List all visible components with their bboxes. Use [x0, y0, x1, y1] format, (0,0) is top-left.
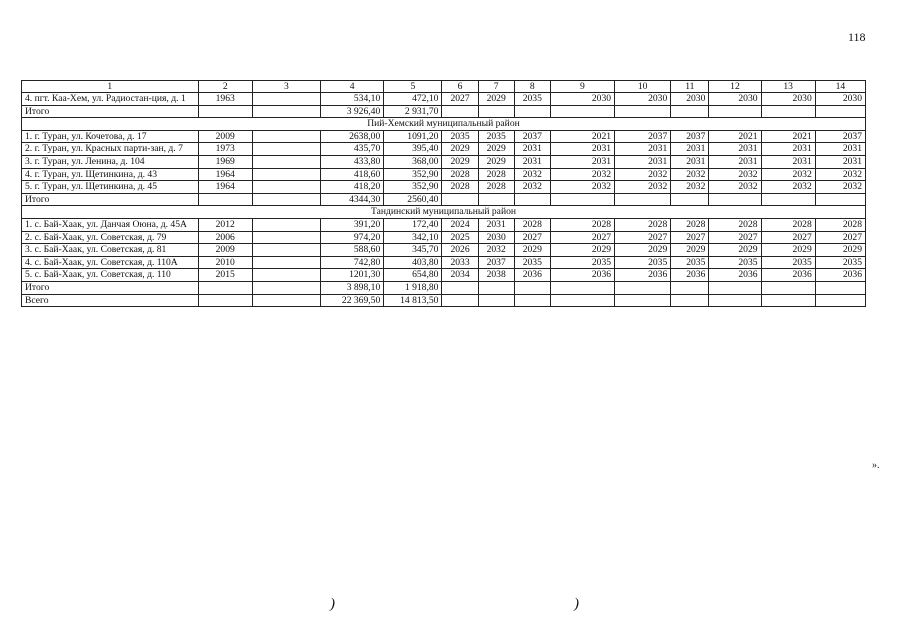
- table-cell: [252, 181, 320, 194]
- address-cell: 2. с. Бай-Хаак, ул. Советская, д. 79: [22, 231, 199, 244]
- table-cell: [815, 294, 865, 307]
- section-heading: Тандинский муниципальный район: [22, 206, 866, 219]
- table-cell: 2037: [514, 130, 550, 143]
- table-cell: 395,40: [384, 143, 442, 156]
- table-cell: [615, 105, 671, 118]
- table-cell: 2035: [671, 256, 709, 269]
- table-cell: [550, 193, 614, 206]
- table-cell: [252, 105, 320, 118]
- table-cell: 2030: [761, 93, 815, 106]
- column-header: 11: [671, 81, 709, 93]
- table-cell: 1 918,80: [384, 281, 442, 294]
- table-cell: 2032: [761, 181, 815, 194]
- table-cell: 2021: [761, 130, 815, 143]
- table-cell: [252, 256, 320, 269]
- table-cell: 2027: [442, 93, 478, 106]
- table-cell: [671, 294, 709, 307]
- table-cell: [761, 193, 815, 206]
- table-cell: [671, 281, 709, 294]
- total-row: [22, 281, 866, 294]
- total-row: [22, 193, 866, 206]
- table-cell: 368,00: [384, 155, 442, 168]
- table-cell: 435,70: [321, 143, 384, 156]
- total-row: [22, 294, 866, 307]
- section-heading: Пий-Хемский муниципальный район: [22, 118, 866, 131]
- column-header: 7: [478, 81, 514, 93]
- table-cell: 2036: [615, 269, 671, 282]
- column-header: 12: [709, 81, 761, 93]
- table-cell: 1963: [198, 93, 252, 106]
- table-cell: 2012: [198, 218, 252, 231]
- table-cell: [442, 281, 478, 294]
- section-heading-row: [22, 206, 866, 219]
- table-cell: 2034: [442, 269, 478, 282]
- table-cell: 403,80: [384, 256, 442, 269]
- table-cell: 2032: [761, 168, 815, 181]
- table-cell: 4344,30: [321, 193, 384, 206]
- table-cell: 2035: [709, 256, 761, 269]
- table-cell: 3 926,40: [321, 105, 384, 118]
- table-cell: [442, 193, 478, 206]
- table-cell: [615, 294, 671, 307]
- table-cell: 2031: [709, 155, 761, 168]
- table-cell: 2032: [671, 181, 709, 194]
- table-cell: 2031: [815, 155, 865, 168]
- table-cell: 2010: [198, 256, 252, 269]
- address-cell: 1. г. Туран, ул. Кочетова, д. 17: [22, 130, 199, 143]
- table-cell: 2027: [671, 231, 709, 244]
- table-cell: 345,70: [384, 244, 442, 257]
- table-row: [22, 93, 866, 106]
- table-cell: 2028: [442, 168, 478, 181]
- table-cell: 2037: [671, 130, 709, 143]
- table-cell: [550, 105, 614, 118]
- table-cell: 2035: [550, 256, 614, 269]
- table-cell: 2029: [442, 143, 478, 156]
- table-cell: [671, 105, 709, 118]
- table-row: [22, 218, 866, 231]
- column-header: 10: [615, 81, 671, 93]
- table-cell: 2028: [761, 218, 815, 231]
- table-cell: 2031: [478, 218, 514, 231]
- table-cell: 418,60: [321, 168, 384, 181]
- table-cell: [761, 281, 815, 294]
- column-header: 6: [442, 81, 478, 93]
- table-cell: [252, 168, 320, 181]
- table-cell: 391,20: [321, 218, 384, 231]
- table-cell: [615, 193, 671, 206]
- table-cell: 2031: [671, 155, 709, 168]
- table-cell: 2031: [514, 143, 550, 156]
- table-cell: 2028: [550, 218, 614, 231]
- table-cell: 2032: [815, 168, 865, 181]
- table-cell: 654,80: [384, 269, 442, 282]
- table-cell: 1964: [198, 181, 252, 194]
- table-cell: 2030: [709, 93, 761, 106]
- table-cell: 2036: [815, 269, 865, 282]
- table-cell: 14 813,50: [384, 294, 442, 307]
- address-cell: 1. с. Бай-Хаак, ул. Данчая Оюна, д. 45А: [22, 218, 199, 231]
- table-cell: 2037: [815, 130, 865, 143]
- table-cell: [478, 281, 514, 294]
- table-cell: [198, 193, 252, 206]
- table-cell: 2031: [815, 143, 865, 156]
- table-cell: 2027: [550, 231, 614, 244]
- table-row: [22, 168, 866, 181]
- table-cell: [478, 294, 514, 307]
- table-cell: 2036: [709, 269, 761, 282]
- table-cell: 2026: [442, 244, 478, 257]
- table-cell: [709, 193, 761, 206]
- table-cell: 1201,30: [321, 269, 384, 282]
- table-cell: 2028: [671, 218, 709, 231]
- data-table: [21, 80, 866, 307]
- table-cell: 2032: [514, 168, 550, 181]
- handwritten-mark: ): [330, 596, 335, 612]
- table-cell: 534,10: [321, 93, 384, 106]
- column-header: 1: [22, 81, 199, 93]
- table-row: [22, 244, 866, 257]
- table-cell: 2030: [478, 231, 514, 244]
- table-cell: 2036: [550, 269, 614, 282]
- table-cell: 2028: [815, 218, 865, 231]
- table-cell: [252, 231, 320, 244]
- page-number: 118: [848, 30, 866, 44]
- table-cell: 2032: [709, 181, 761, 194]
- table-cell: 2027: [514, 231, 550, 244]
- table-cell: 2027: [761, 231, 815, 244]
- table-cell: 2031: [671, 143, 709, 156]
- table-cell: 588,60: [321, 244, 384, 257]
- table-cell: [198, 105, 252, 118]
- table-cell: [709, 105, 761, 118]
- table-cell: 2030: [550, 93, 614, 106]
- table-cell: 2028: [478, 168, 514, 181]
- table-cell: 2025: [442, 231, 478, 244]
- table-cell: 974,20: [321, 231, 384, 244]
- table-row: [22, 181, 866, 194]
- table-cell: 1091,20: [384, 130, 442, 143]
- table-cell: 352,90: [384, 168, 442, 181]
- table-cell: [252, 244, 320, 257]
- table-cell: 2031: [615, 143, 671, 156]
- table-cell: [815, 193, 865, 206]
- closing-quote: ».: [872, 460, 880, 471]
- table-cell: 2021: [709, 130, 761, 143]
- column-header: 2: [198, 81, 252, 93]
- table-cell: 2009: [198, 244, 252, 257]
- table-cell: [514, 193, 550, 206]
- column-header: 4: [321, 81, 384, 93]
- table-cell: [761, 105, 815, 118]
- table-cell: 342,10: [384, 231, 442, 244]
- table-cell: [478, 193, 514, 206]
- table-cell: 2032: [615, 181, 671, 194]
- table-cell: 2038: [478, 269, 514, 282]
- table-cell: [709, 294, 761, 307]
- table-cell: [514, 105, 550, 118]
- table-cell: 2029: [478, 93, 514, 106]
- table-cell: 2032: [815, 181, 865, 194]
- table-cell: 2037: [478, 256, 514, 269]
- table-cell: [709, 281, 761, 294]
- table-row: [22, 130, 866, 143]
- table-cell: [252, 93, 320, 106]
- address-cell: 2. г. Туран, ул. Красных парти-зан, д. 7: [22, 143, 199, 156]
- table-cell: 2029: [478, 155, 514, 168]
- table-cell: 2031: [550, 143, 614, 156]
- table-cell: [550, 281, 614, 294]
- table-cell: 2037: [615, 130, 671, 143]
- table-row: [22, 143, 866, 156]
- table-cell: 2035: [478, 130, 514, 143]
- table-row: [22, 155, 866, 168]
- table-cell: [550, 294, 614, 307]
- address-cell: 5. г. Туран, ул. Щетинкина, д. 45: [22, 181, 199, 194]
- table-cell: 1969: [198, 155, 252, 168]
- column-header: 8: [514, 81, 550, 93]
- table-cell: 2032: [550, 168, 614, 181]
- table-cell: 418,20: [321, 181, 384, 194]
- table-cell: 2560,40: [384, 193, 442, 206]
- table-cell: 2035: [761, 256, 815, 269]
- table-cell: 2028: [615, 218, 671, 231]
- table-cell: 2035: [615, 256, 671, 269]
- table-cell: [252, 269, 320, 282]
- table-cell: [442, 105, 478, 118]
- table-cell: 2031: [514, 155, 550, 168]
- table-cell: 2029: [550, 244, 614, 257]
- table-cell: 2032: [709, 168, 761, 181]
- table-cell: 2029: [815, 244, 865, 257]
- table-cell: [252, 294, 320, 307]
- table-cell: 2030: [615, 93, 671, 106]
- table-cell: 2032: [514, 181, 550, 194]
- column-header: 5: [384, 81, 442, 93]
- table-cell: 2029: [514, 244, 550, 257]
- table-cell: 2028: [514, 218, 550, 231]
- table-cell: 2638,00: [321, 130, 384, 143]
- table-cell: 2036: [761, 269, 815, 282]
- address-cell: Итого: [22, 105, 199, 118]
- table-cell: 2015: [198, 269, 252, 282]
- table-cell: 2027: [615, 231, 671, 244]
- table-cell: 2032: [478, 244, 514, 257]
- table-cell: 2021: [550, 130, 614, 143]
- table-cell: [252, 130, 320, 143]
- address-cell: Итого: [22, 193, 199, 206]
- table-cell: 472,10: [384, 93, 442, 106]
- table-cell: 2032: [615, 168, 671, 181]
- table-cell: [815, 105, 865, 118]
- column-header: 3: [252, 81, 320, 93]
- table-cell: 2035: [514, 93, 550, 106]
- table-cell: [615, 281, 671, 294]
- address-cell: 5. с. Бай-Хаак, ул. Советская, д. 110: [22, 269, 199, 282]
- table-row: [22, 269, 866, 282]
- table-cell: 2029: [709, 244, 761, 257]
- table-cell: 1964: [198, 168, 252, 181]
- section-heading-row: [22, 118, 866, 131]
- table-cell: 2027: [709, 231, 761, 244]
- table-cell: 2035: [442, 130, 478, 143]
- table-cell: 2027: [815, 231, 865, 244]
- table-cell: 2029: [761, 244, 815, 257]
- table-row: [22, 256, 866, 269]
- column-header: 13: [761, 81, 815, 93]
- table-cell: 2031: [550, 155, 614, 168]
- table-cell: 2030: [815, 93, 865, 106]
- table-cell: 2031: [761, 143, 815, 156]
- address-cell: Всего: [22, 294, 199, 307]
- table-header-row: [22, 81, 866, 93]
- table-cell: [252, 218, 320, 231]
- table-cell: [442, 294, 478, 307]
- handwritten-mark: ): [574, 596, 579, 612]
- table-cell: [252, 155, 320, 168]
- table-cell: 433,80: [321, 155, 384, 168]
- table-cell: 3 898,10: [321, 281, 384, 294]
- table-cell: 2031: [615, 155, 671, 168]
- address-cell: 4. г. Туран, ул. Щетинкина, д. 43: [22, 168, 199, 181]
- table-cell: 1973: [198, 143, 252, 156]
- table-cell: [514, 281, 550, 294]
- table-cell: [252, 143, 320, 156]
- table-cell: 2036: [671, 269, 709, 282]
- table-cell: 2032: [671, 168, 709, 181]
- table-cell: 2006: [198, 231, 252, 244]
- table-cell: 22 369,50: [321, 294, 384, 307]
- table-cell: 2036: [514, 269, 550, 282]
- table-cell: [671, 193, 709, 206]
- table-row: [22, 231, 866, 244]
- table-cell: 2029: [478, 143, 514, 156]
- table-cell: [198, 281, 252, 294]
- table-cell: [514, 294, 550, 307]
- table-cell: 352,90: [384, 181, 442, 194]
- table-cell: 2028: [478, 181, 514, 194]
- address-cell: Итого: [22, 281, 199, 294]
- table-cell: [252, 193, 320, 206]
- table-cell: 2031: [709, 143, 761, 156]
- table-cell: 742,80: [321, 256, 384, 269]
- table-cell: [815, 281, 865, 294]
- table-cell: 2029: [615, 244, 671, 257]
- column-header: 14: [815, 81, 865, 93]
- table-cell: [252, 281, 320, 294]
- table-cell: 2 931,70: [384, 105, 442, 118]
- table-cell: 2028: [709, 218, 761, 231]
- column-header: 9: [550, 81, 614, 93]
- table-cell: 2029: [671, 244, 709, 257]
- table-cell: [761, 294, 815, 307]
- table-cell: 2033: [442, 256, 478, 269]
- table-cell: [478, 105, 514, 118]
- table-cell: [198, 294, 252, 307]
- address-cell: 4. пгт. Каа-Хем, ул. Радиостан-ция, д. 1: [22, 93, 199, 106]
- table-cell: 2030: [671, 93, 709, 106]
- address-cell: 3. с. Бай-Хаак, ул. Советская, д. 81: [22, 244, 199, 257]
- table-cell: 2029: [442, 155, 478, 168]
- table-cell: 2035: [815, 256, 865, 269]
- table-cell: 2031: [761, 155, 815, 168]
- total-row: [22, 105, 866, 118]
- table-cell: 172,40: [384, 218, 442, 231]
- table-cell: 2024: [442, 218, 478, 231]
- table-cell: 2028: [442, 181, 478, 194]
- address-cell: 4. с. Бай-Хаак, ул. Советская, д. 110А: [22, 256, 199, 269]
- table-cell: 2035: [514, 256, 550, 269]
- table-cell: 2032: [550, 181, 614, 194]
- address-cell: 3. г. Туран, ул. Ленина, д. 104: [22, 155, 199, 168]
- table-cell: 2009: [198, 130, 252, 143]
